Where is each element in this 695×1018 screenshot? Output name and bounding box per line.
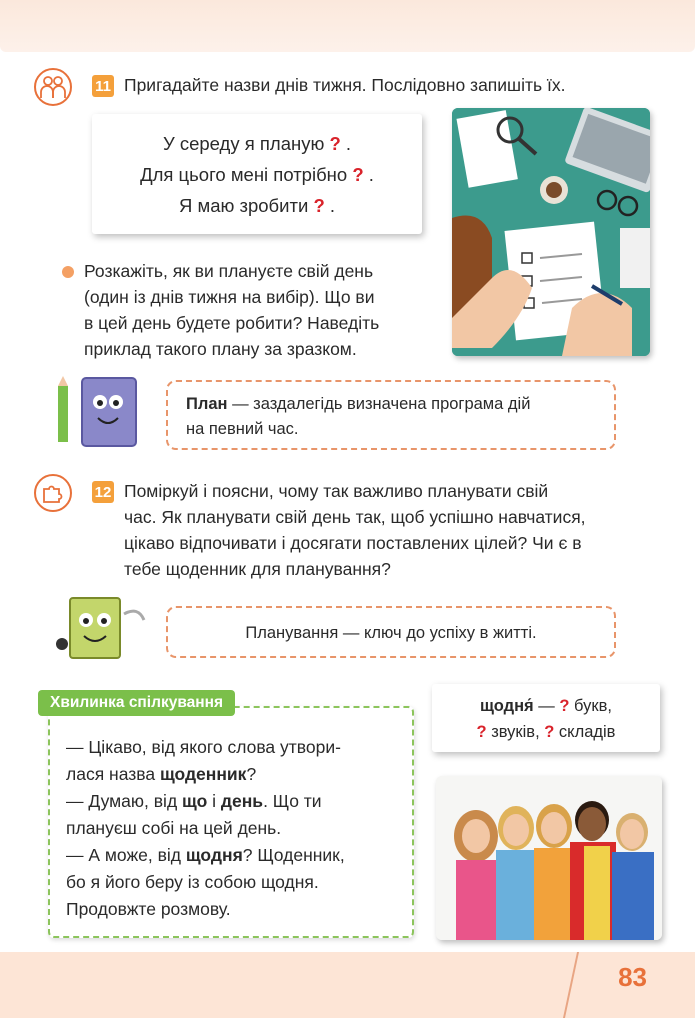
speech-line-2: Для цього мені потрібно ? . — [140, 164, 374, 185]
word-line-1: щодня́ — ? букв, — [480, 697, 612, 715]
speech-line-1: У середу я планую ? . — [162, 133, 352, 154]
bullet-dot — [62, 266, 74, 278]
word-line-2: ? звуків, ? складів — [476, 723, 616, 741]
schoolchildren-photo — [436, 776, 662, 940]
definition-box: План — заздалегідь визначена програма дій на певний час. — [166, 380, 616, 450]
speech-line-3: Я маю зробити ? . — [178, 195, 336, 216]
task-12-number: 12 — [92, 481, 114, 503]
pair-work-icon — [34, 68, 72, 106]
task-11-text: Пригадайте назви днів тижня. Послідовно запишіть їх. — [124, 75, 566, 95]
motto-box — [166, 606, 616, 658]
bullet-instruction: Розкажіть, як ви плануєте свій день (один із днів тижня на вибір). Що ви в цей день будете робити? Наведіть приклад такого плану за зразком. — [84, 261, 380, 359]
conversation-box — [48, 706, 414, 938]
task-12-text: Поміркуй і поясни, чому так важливо планувати свій час. Як планувати свій день так, щоб успішно навчатися, цікаво відпочивати і досягати поставлених цілей? Чи є в тебе щоденник для планування? — [124, 481, 586, 579]
page-number: 83 — [618, 962, 647, 992]
speech-example-box — [92, 114, 422, 234]
task-11-number: 11 — [92, 75, 114, 97]
notebook-mascot-illustration — [52, 372, 148, 452]
book-mascot-illustration — [50, 594, 150, 664]
puzzle-icon — [34, 474, 72, 512]
planning-desk-illustration — [452, 108, 650, 356]
conversation-text: — Цікаво, від якого слова утвори- лася назва щоденник? — Думаю, від що і день. Що ти плануєш собі на цей день. — А може, від щодня? Щоденник, бо я його беру із собою щодня. Продовжте розмову. — [66, 737, 345, 919]
definition-term: План — [186, 395, 228, 413]
motto-text: Планування — ключ до успіху в житті. — [245, 624, 537, 642]
conversation-label: Хвилинка спілкування — [38, 690, 235, 716]
word-analysis-box — [432, 684, 660, 752]
top-band — [0, 0, 695, 52]
